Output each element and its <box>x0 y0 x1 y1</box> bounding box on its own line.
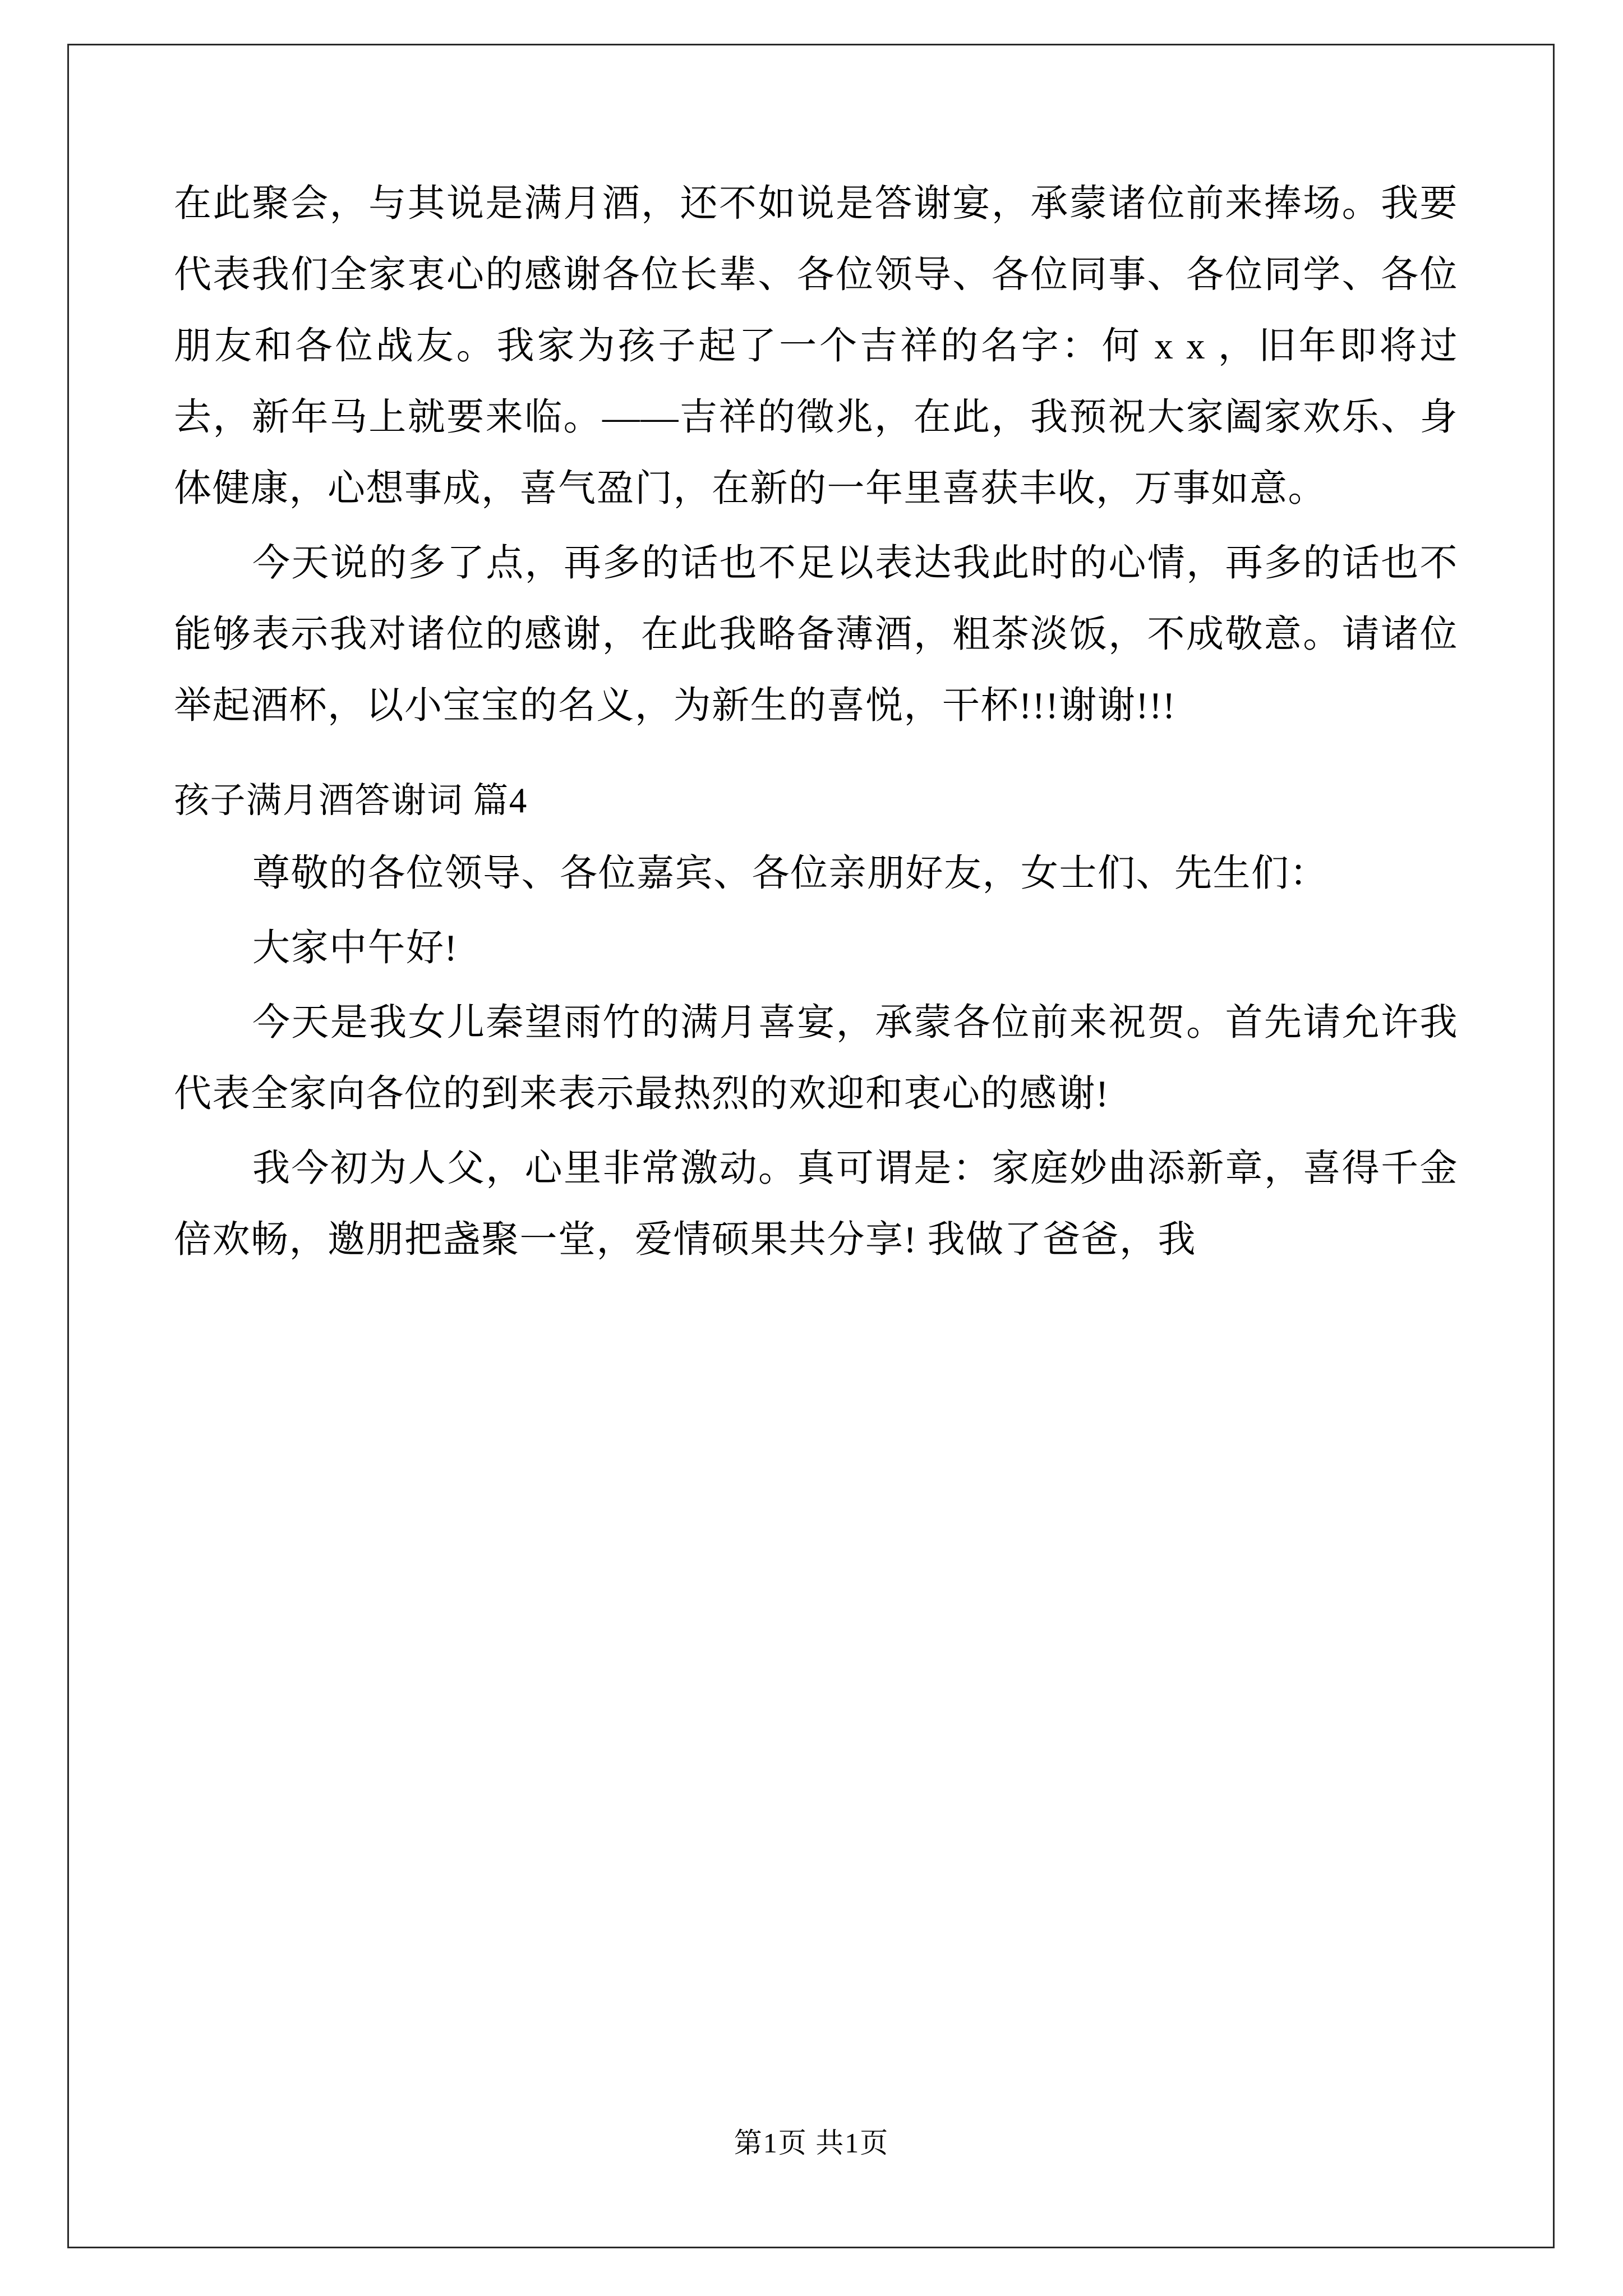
paragraph: 尊敬的各位领导、各位嘉宾、各位亲朋好友，女士们、先生们： <box>252 853 1328 894</box>
paragraph: 在此聚会，与其说是满月酒，还不如说是答谢宴，承蒙诸位前来捧场。我要代表我们全家衷心的感谢各位长辈、各位领导、各位同事、各位同学、各位朋友和各位战友。我家为孩子起了一个吉祥的名字：何 x x ，旧年即将过去，新年马上就要来临。——吉祥的徵兆，在此，我预祝大家阖家欢乐、身体健康，心想事成，喜气盈门，在新的一年里喜获丰收，万事如意。 <box>174 183 1458 509</box>
page-footer: 第1页 共1页 <box>734 2127 889 2159</box>
paragraph: 我今初为人父，心里非常激动。真可谓是：家庭妙曲添新章，喜得千金倍欢畅，邀朋把盏聚一堂，爱情硕果共分享! 我做了爸爸，我 <box>174 1148 1458 1260</box>
paragraph: 大家中午好! <box>252 927 458 969</box>
paragraph: 今天说的多了点，再多的话也不足以表达我此时的心情，再多的话也不能够表示我对诸位的感谢，在此我略备薄酒，粗茶淡饭，不成敬意。请诸位举起酒杯，以小宝宝的名义，为新生的喜悦，干杯!!!谢谢!!! <box>174 542 1458 726</box>
section-heading: 孩子满月酒答谢词 篇4 <box>174 781 528 820</box>
paragraph: 今天是我女儿秦望雨竹的满月喜宴，承蒙各位前来祝贺。首先请允许我代表全家向各位的到来表示最热烈的欢迎和衷心的感谢! <box>174 1002 1458 1115</box>
spacer <box>174 745 1458 754</box>
document-body <box>174 168 1458 1279</box>
